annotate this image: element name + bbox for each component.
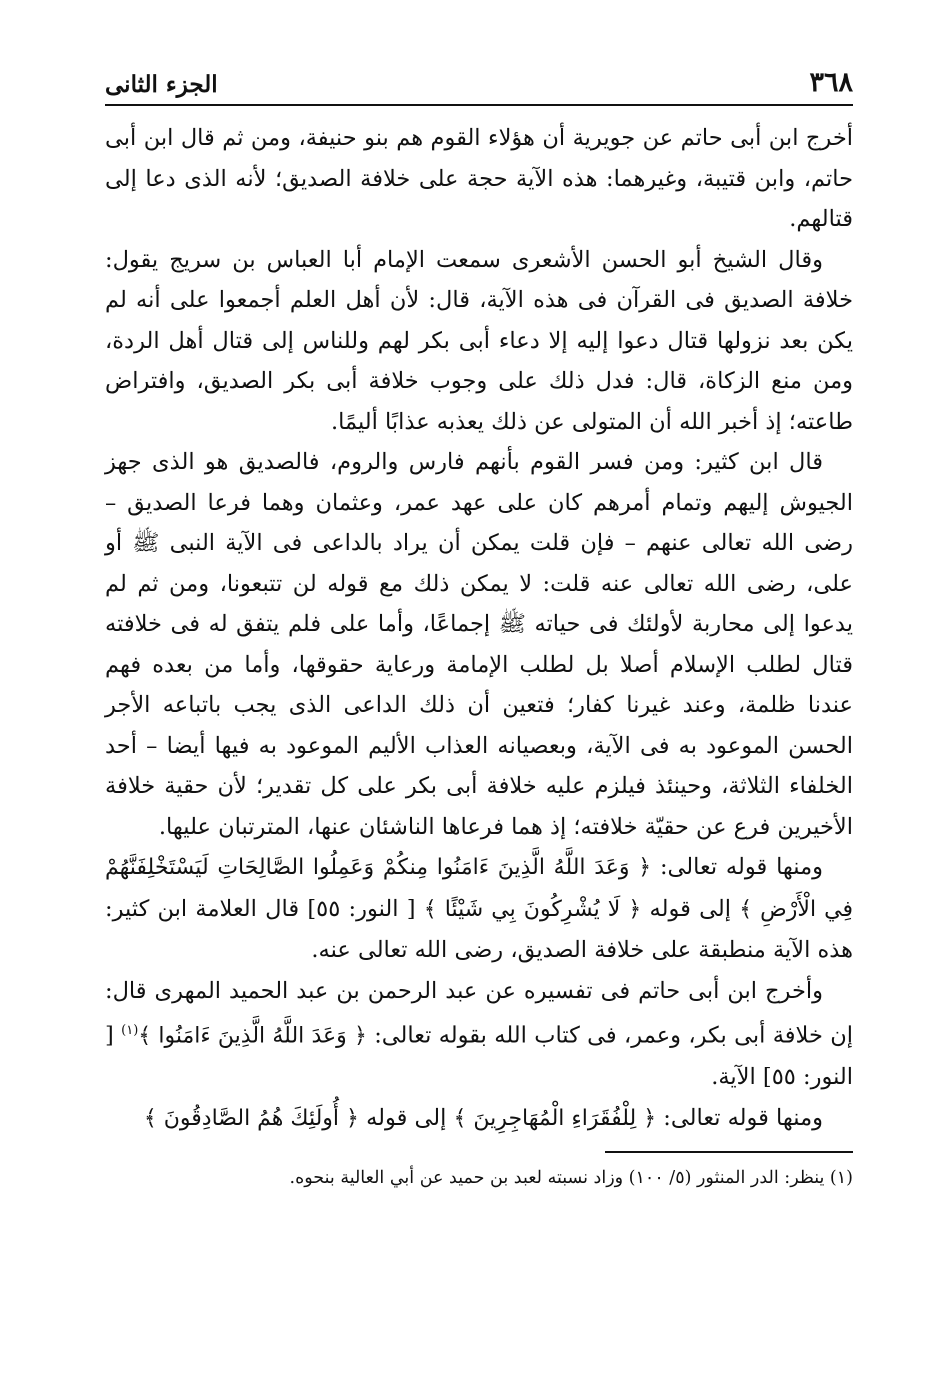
page-body xyxy=(105,118,853,1139)
part-title: الجزء الثانى xyxy=(105,71,218,98)
paragraph-5-tail: [ النور: ٥٥] الآية. xyxy=(105,1022,853,1090)
paragraph-4-mid: إلى قوله xyxy=(649,895,731,922)
book-page xyxy=(105,52,853,1193)
paragraph-4-tail: [ النور: ٥٥] قال العلامة ابن كثير: هذه الآية منطبقة على خلافة الصديق، رضى الله تعالى عنه. xyxy=(105,895,853,963)
paragraph-4-lead: ومنها قوله تعالى: xyxy=(659,854,824,880)
paragraph-6-mid: إلى قوله xyxy=(366,1104,447,1131)
paragraph-6-lead: ومنها قوله تعالى: xyxy=(663,1104,823,1131)
footnote-marker[interactable]: (١) xyxy=(121,1023,139,1038)
quran-verse: ﴿ لِلْفُقَرَاءِ الْمُهَاجِرِينَ ﴾ xyxy=(453,1105,657,1131)
paragraph-4 xyxy=(105,847,853,971)
quran-verse: ﴿ لَا يُشْرِكُونَ بِي شَيْئًا ﴾ xyxy=(423,896,642,922)
page-header xyxy=(105,52,853,106)
paragraph-1: أخرج ابن أبى حاتم عن جويرية أن هؤلاء القوم هم بنو حنيفة، ومن ثم قال ابن أبى حاتم، وابن قتيبة، وغيرهما: هذه الآية حجة على خلافة الصديق؛ لأنه الذى دعا إلى قتالهم. xyxy=(105,125,853,232)
paragraph-5-text: وأخرج ابن أبى حاتم فى تفسيره عن عبد الرحمن بن عبد الحميد المهرى قال: إن خلافة أبى بكر، وعمر، فى كتاب الله بقوله تعالى: xyxy=(105,977,853,1049)
quran-verse: ﴿ وَعَدَ اللَّهُ الَّذِينَ ءَامَنُوا ﴾ xyxy=(138,1023,367,1049)
footnote: (١) ينظر: الدر المنثور (٥/ ١٠٠) وزاد نسبته لعبد بن حميد عن أبي العالية بنحوه. xyxy=(289,1168,853,1188)
footnote-divider xyxy=(605,1151,853,1153)
quran-verse: ﴿ وَعَدَ اللَّهُ الَّذِينَ ءَامَنُوا مِنكُمْ وَعَمِلُوا الصَّالِحَاتِ لَيَسْتَخْلِفَنَّهُمْ فِي الْأَرْضِ ﴾ xyxy=(105,855,853,922)
quran-verse: ﴿ أُولَئِكَ هُمُ الصَّادِقُونَ ﴾ xyxy=(143,1105,359,1131)
paragraph-5 xyxy=(105,971,853,1098)
paragraph-6 xyxy=(105,1098,853,1140)
paragraph-3: قال ابن كثير: ومن فسر القوم بأنهم فارس والروم، فالصديق هو الذى جهز الجيوش إليهم وتمام أمرهم كان على عهد عمر، وعثمان وهما فرعا الصديق – رضى الله تعالى عنهم – فإن قلت يمكن أن يراد بالداعى فى الآية النبى ﷺ أو على، رضى الله تعالى عنه قلت: لا يمكن ذلك مع قوله لن تتبعونا، ومن ثم لم يدعوا إلى محاربة لأولئك فى حياته ﷺ إجماعًا، وأما على فلم يتفق له فى خلافته قتال لطلب الإسلام أصلا بل لطلب الإمامة ورعاية حقوقها، وأما من بعده فهم عندنا ظلمة، وعند غيرنا كفار؛ فتعين أن ذلك الداعى الذى يجب باتباعه الأجر الحسن الموعود به فى الآية، وبعصيانه العذاب الأليم الموعود به فيها أيضا – أحد الخلفاء الثلاثة، وحينئذ فيلزم عليه خلافة أبى بكر على كل تقدير؛ لأن حقية خلافة الأخيرين فرع عن حقيّة خلافته؛ إذ هما فرعاها الناشئان عنها، المترتبان عليها. xyxy=(105,449,853,840)
page-number: ٣٦٨ xyxy=(809,67,853,98)
paragraph-2: وقال الشيخ أبو الحسن الأشعرى سمعت الإمام أبا العباس بن سريج يقول: خلافة الصديق فى القرآن فى هذه الآية، قال: لأن أهل العلم أجمعوا على أنه لم يكن بعد نزولها قتال دعوا إليه إلا دعاء أبى بكر لهم وللناس إلى قتال أهل الردة، ومن منع الزكاة، قال: فدل ذلك على وجوب خلافة أبى بكر الصديق، وافتراض طاعته؛ إذ أخبر الله أن المتولى عن ذلك يعذبه عذابًا أليمًا. xyxy=(105,246,853,435)
